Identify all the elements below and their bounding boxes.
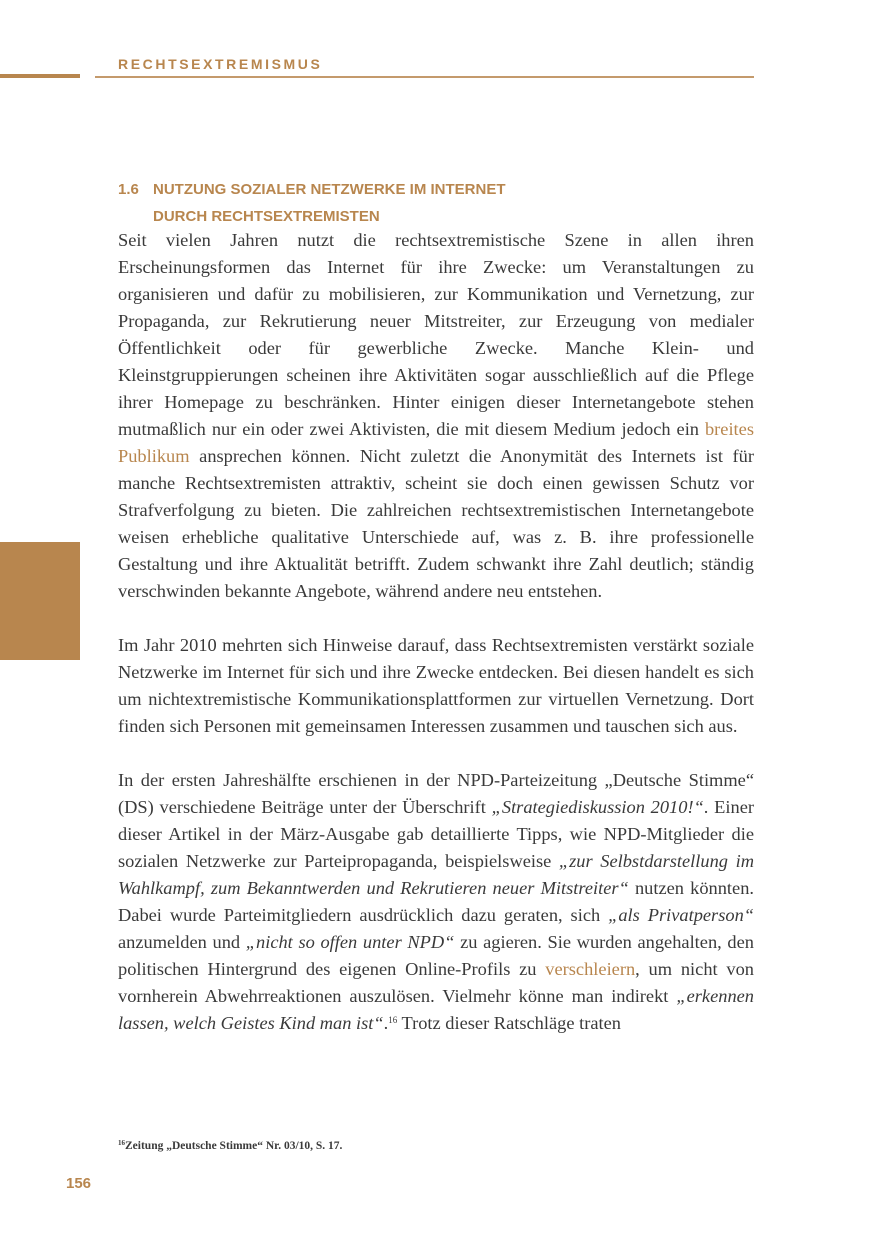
paragraph-gap	[118, 740, 754, 767]
paragraph-3-text-h: Trotz dieser Ratschläge traten	[397, 1013, 621, 1033]
paragraph-3-text-d: anzumelden und	[118, 932, 246, 952]
quote-strategiediskussion: „Strategiediskussion 2010!“	[491, 797, 704, 817]
paragraph-3-text-e: zu agieren. Sie wurden angehalten, den politischen Hintergrund des eigenen Online-Profils zu	[118, 932, 754, 979]
running-head: RECHTSEXTREMISMUS	[118, 56, 323, 72]
header-rule	[95, 76, 754, 78]
footnote	[118, 1140, 342, 1152]
quote-privatperson: „als Privatperson“	[608, 905, 754, 925]
quote-nicht-offen: „nicht so offen unter NPD“	[245, 932, 455, 952]
footnote-text: Zeitung „Deutsche Stimme“ Nr. 03/10, S. 17.	[125, 1140, 343, 1152]
paragraph-3	[118, 767, 754, 1037]
footnote-number: 16	[118, 1139, 125, 1147]
body-text	[118, 227, 754, 1037]
section-number: 1.6	[118, 181, 139, 198]
paragraph-1-text-a: Seit vielen Jahren nutzt die rechtsextremistische Szene in allen ihren Erscheinungsformen das Internet für ihre Zwecke: um Veranstaltungen zu organisieren und dafür zu mobilisieren, zur Kommunikation und Vernetzung, zur Propaganda, zur Rekrutierung neuer Mitstreiter, zur Erzeugung von medialer Öffentlichkeit oder für gewerbliche Zwecke. Manche Klein- und Kleinstgruppierungen scheinen ihre Aktivitäten sogar ausschließlich auf die Pflege ihrer Homepage zu beschränken. Hinter einigen dieser Internetangebote stehen mutmaßlich nur ein oder zwei Aktivisten, die mit diesem Medium jedoch ein	[118, 230, 754, 439]
paragraph-3-text-c: nutzen könnten. Dabei wurde Parteimitgliedern ausdrücklich dazu geraten, sich	[118, 878, 754, 925]
paragraph-gap	[118, 605, 754, 632]
quote-geistes-kind: „erkennen lassen, welch Geistes Kind man ist“	[118, 986, 754, 1033]
link-verschleiern[interactable]: verschleiern	[545, 959, 636, 979]
quote-selbstdarstellung: „zur Selbstdarstellung im Wahlkampf, zum Bekanntwerden und Rekrutieren neuer Mitstreiter“	[118, 851, 754, 898]
paragraph-1-text-b: ansprechen können. Nicht zuletzt die Anonymität des Internets ist für manche Rechtsextremisten attraktiv, scheint sie doch einen gewissen Schutz vor Strafverfolgung zu bieten. Die zahlreichen rechtsextremistischen Internetangebote weisen erhebliche qualitative Unterschiede auf, was z. B. ihre professionelle Gestaltung und ihre Aktualität betrifft. Zudem schwankt ihre Zahl deutlich; ständig verschwinden bekannte Angebote, während andere neu entstehen.	[118, 446, 754, 601]
paragraph-3-text-a: In der ersten Jahreshälfte erschienen in der NPD-Parteizeitung „Deutsche Stimme“ (DS) verschiedene Beiträge unter der Überschrift	[118, 770, 754, 817]
header-accent-bar	[0, 74, 80, 78]
section-title-line1: NUTZUNG SOZIALER NETZWERKE IM INTERNET	[153, 181, 506, 198]
paragraph-3-text-g: .	[383, 1013, 389, 1033]
section-heading	[118, 176, 758, 230]
page-number: 156	[66, 1175, 92, 1192]
paragraph-3-text-f: , um nicht von vornherein Abwehrreaktionen auszulösen. Vielmehr könne man indirekt	[118, 959, 755, 1006]
paragraph-3-text-b: . Einer dieser Artikel in der März-Ausgabe gab detaillierte Tipps, wie NPD-Mitglieder die sozialen Netzwerke zur Parteipropaganda, beispielsweise	[118, 797, 754, 871]
paragraph-2: Im Jahr 2010 mehrten sich Hinweise darauf, dass Rechtsextremisten verstärkt soziale Netzwerke im Internet für sich und ihre Zwecke entdecken. Bei diesen handelt es sich um nichtextremistische Kommunikationsplattformen zur virtuellen Vernetzung. Dort finden sich Personen mit gemeinsamen Interessen zusammen und tauschen sich aus.	[118, 635, 754, 736]
footnote-marker[interactable]: 16	[388, 1015, 398, 1025]
side-chapter-marker	[0, 542, 80, 660]
section-title-line2: DURCH RECHTSEXTREMISTEN	[153, 208, 380, 225]
paragraph-1	[118, 227, 754, 605]
link-breites-publikum[interactable]: breites Publikum	[118, 419, 754, 466]
